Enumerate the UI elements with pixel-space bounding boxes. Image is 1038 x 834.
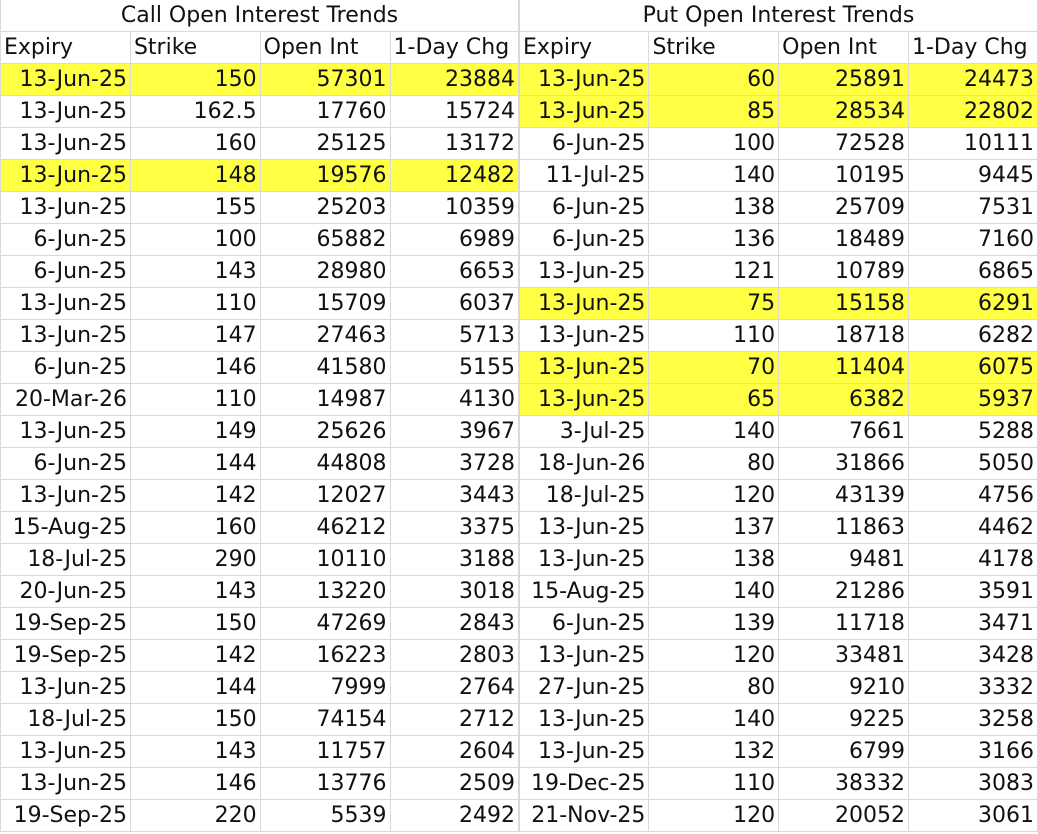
put-cell-expiry[interactable]: 13-Jun-25 [519, 288, 649, 320]
call-cell-strike[interactable]: 144 [130, 672, 260, 704]
put-cell-expiry[interactable]: 13-Jun-25 [519, 352, 649, 384]
table-row [1, 448, 1038, 480]
put-cell-1-day-chg[interactable]: 3258 [909, 704, 1038, 736]
put-cell-strike[interactable]: 75 [649, 288, 779, 320]
put-cell-open-int[interactable]: 10195 [779, 160, 909, 192]
call-cell-1-day-chg[interactable]: 10359 [390, 192, 519, 224]
table-row [1, 576, 1038, 608]
call-cell-open-int[interactable]: 28980 [260, 256, 390, 288]
call-cell-expiry[interactable]: 6-Jun-25 [1, 224, 131, 256]
call-cell-strike[interactable]: 147 [130, 320, 260, 352]
put-cell-open-int[interactable]: 18489 [779, 224, 909, 256]
call-cell-strike[interactable]: 142 [130, 480, 260, 512]
put-cell-expiry[interactable]: 19-Dec-25 [519, 768, 649, 800]
call-cell-expiry[interactable]: 6-Jun-25 [1, 448, 131, 480]
put-cell-expiry[interactable]: 18-Jun-26 [519, 448, 649, 480]
put-cell-1-day-chg[interactable]: 22802 [909, 96, 1038, 128]
call-cell-expiry[interactable]: 13-Jun-25 [1, 96, 131, 128]
call-cell-open-int[interactable]: 46212 [260, 512, 390, 544]
put-cell-expiry[interactable]: 18-Jul-25 [519, 480, 649, 512]
call-cell-1-day-chg[interactable]: 13172 [390, 128, 519, 160]
call-cell-expiry[interactable]: 19-Sep-25 [1, 800, 131, 832]
call-cell-open-int[interactable]: 14987 [260, 384, 390, 416]
call-cell-1-day-chg[interactable]: 6653 [390, 256, 519, 288]
put-cell-strike[interactable]: 110 [649, 320, 779, 352]
table-row [1, 416, 1038, 448]
put-cell-open-int[interactable]: 9481 [779, 544, 909, 576]
call-cell-strike[interactable]: 146 [130, 352, 260, 384]
put-cell-strike[interactable]: 120 [649, 800, 779, 832]
put-cell-strike[interactable]: 136 [649, 224, 779, 256]
call-cell-expiry[interactable]: 20-Jun-25 [1, 576, 131, 608]
put-cell-1-day-chg[interactable]: 7160 [909, 224, 1038, 256]
call-cell-1-day-chg[interactable]: 6989 [390, 224, 519, 256]
call-cell-expiry[interactable]: 13-Jun-25 [1, 416, 131, 448]
put-cell-1-day-chg[interactable]: 6865 [909, 256, 1038, 288]
call-cell-1-day-chg[interactable]: 3728 [390, 448, 519, 480]
table-row [1, 384, 1038, 416]
put-cell-expiry[interactable]: 13-Jun-25 [519, 96, 649, 128]
call-cell-strike[interactable]: 290 [130, 544, 260, 576]
call-cell-expiry[interactable]: 13-Jun-25 [1, 480, 131, 512]
call-cell-open-int[interactable]: 19576 [260, 160, 390, 192]
call-cell-expiry[interactable]: 6-Jun-25 [1, 352, 131, 384]
put-cell-1-day-chg[interactable]: 5937 [909, 384, 1038, 416]
put-cell-expiry[interactable]: 13-Jun-25 [519, 384, 649, 416]
table-row [1, 704, 1038, 736]
put-cell-open-int[interactable]: 28534 [779, 96, 909, 128]
put-cell-expiry[interactable]: 13-Jun-25 [519, 704, 649, 736]
call-cell-1-day-chg[interactable]: 2492 [390, 800, 519, 832]
put-cell-strike[interactable]: 80 [649, 448, 779, 480]
put-cell-1-day-chg[interactable]: 5288 [909, 416, 1038, 448]
table-row [1, 128, 1038, 160]
call-cell-strike[interactable]: 144 [130, 448, 260, 480]
put-cell-1-day-chg[interactable]: 3471 [909, 608, 1038, 640]
call-cell-1-day-chg[interactable]: 2604 [390, 736, 519, 768]
call-cell-open-int[interactable]: 10110 [260, 544, 390, 576]
put-cell-1-day-chg[interactable]: 7531 [909, 192, 1038, 224]
put-cell-open-int[interactable]: 31866 [779, 448, 909, 480]
call-cell-expiry[interactable]: 13-Jun-25 [1, 736, 131, 768]
put-cell-1-day-chg[interactable]: 3591 [909, 576, 1038, 608]
put-cell-strike[interactable]: 60 [649, 64, 779, 96]
put-cell-1-day-chg[interactable]: 3428 [909, 640, 1038, 672]
call-cell-open-int[interactable]: 11757 [260, 736, 390, 768]
header-row [1, 32, 1038, 64]
put-cell-1-day-chg[interactable]: 6282 [909, 320, 1038, 352]
put-cell-strike[interactable]: 140 [649, 416, 779, 448]
call-cell-1-day-chg[interactable]: 3188 [390, 544, 519, 576]
put-cell-1-day-chg[interactable]: 9445 [909, 160, 1038, 192]
put-cell-expiry[interactable]: 13-Jun-25 [519, 320, 649, 352]
table-row [1, 352, 1038, 384]
put-cell-strike[interactable]: 85 [649, 96, 779, 128]
call-cell-strike[interactable]: 143 [130, 576, 260, 608]
call-cell-1-day-chg[interactable]: 3967 [390, 416, 519, 448]
call-cell-strike[interactable]: 220 [130, 800, 260, 832]
put-header-1-day-chg[interactable]: 1-Day Chg [909, 32, 1038, 64]
put-cell-strike[interactable]: 137 [649, 512, 779, 544]
put-cell-strike[interactable]: 140 [649, 160, 779, 192]
table-row [1, 608, 1038, 640]
table-row [1, 512, 1038, 544]
put-cell-strike[interactable]: 100 [649, 128, 779, 160]
put-cell-strike[interactable]: 80 [649, 672, 779, 704]
put-cell-strike[interactable]: 139 [649, 608, 779, 640]
table-row [1, 768, 1038, 800]
call-cell-1-day-chg[interactable]: 2509 [390, 768, 519, 800]
call-cell-open-int[interactable]: 16223 [260, 640, 390, 672]
call-cell-open-int[interactable]: 7999 [260, 672, 390, 704]
put-cell-1-day-chg[interactable]: 6075 [909, 352, 1038, 384]
put-cell-1-day-chg[interactable]: 24473 [909, 64, 1038, 96]
call-cell-strike[interactable]: 142 [130, 640, 260, 672]
put-cell-open-int[interactable]: 43139 [779, 480, 909, 512]
put-cell-open-int[interactable]: 11863 [779, 512, 909, 544]
call-cell-expiry[interactable]: 13-Jun-25 [1, 64, 131, 96]
put-cell-open-int[interactable]: 15158 [779, 288, 909, 320]
call-cell-expiry[interactable]: 6-Jun-25 [1, 256, 131, 288]
put-cell-strike[interactable]: 120 [649, 640, 779, 672]
put-cell-expiry[interactable]: 11-Jul-25 [519, 160, 649, 192]
put-cell-expiry[interactable]: 6-Jun-25 [519, 192, 649, 224]
table-row [1, 320, 1038, 352]
call-cell-1-day-chg[interactable]: 2803 [390, 640, 519, 672]
call-cell-open-int[interactable]: 44808 [260, 448, 390, 480]
table-row [1, 256, 1038, 288]
call-cell-1-day-chg[interactable]: 5155 [390, 352, 519, 384]
call-cell-open-int[interactable]: 27463 [260, 320, 390, 352]
call-cell-strike[interactable]: 150 [130, 64, 260, 96]
call-cell-1-day-chg[interactable]: 4130 [390, 384, 519, 416]
call-cell-open-int[interactable]: 13776 [260, 768, 390, 800]
call-cell-1-day-chg[interactable]: 3375 [390, 512, 519, 544]
call-cell-open-int[interactable]: 47269 [260, 608, 390, 640]
call-cell-expiry[interactable]: 13-Jun-25 [1, 288, 131, 320]
call-cell-strike[interactable]: 100 [130, 224, 260, 256]
put-cell-open-int[interactable]: 38332 [779, 768, 909, 800]
put-cell-1-day-chg[interactable]: 3166 [909, 736, 1038, 768]
call-cell-open-int[interactable]: 57301 [260, 64, 390, 96]
call-cell-1-day-chg[interactable]: 23884 [390, 64, 519, 96]
call-cell-expiry[interactable]: 19-Sep-25 [1, 608, 131, 640]
call-cell-expiry[interactable]: 18-Jul-25 [1, 704, 131, 736]
put-cell-1-day-chg[interactable]: 3061 [909, 800, 1038, 832]
put-cell-1-day-chg[interactable]: 5050 [909, 448, 1038, 480]
table-row [1, 160, 1038, 192]
call-cell-strike[interactable]: 160 [130, 512, 260, 544]
call-header-open-int[interactable]: Open Int [260, 32, 390, 64]
put-cell-open-int[interactable]: 11404 [779, 352, 909, 384]
table-row [1, 64, 1038, 96]
call-cell-strike[interactable]: 143 [130, 256, 260, 288]
call-cell-strike[interactable]: 110 [130, 288, 260, 320]
call-cell-strike[interactable]: 148 [130, 160, 260, 192]
put-cell-strike[interactable]: 110 [649, 768, 779, 800]
call-cell-1-day-chg[interactable]: 15724 [390, 96, 519, 128]
put-cell-open-int[interactable]: 33481 [779, 640, 909, 672]
put-cell-expiry[interactable]: 21-Nov-25 [519, 800, 649, 832]
table-row [1, 192, 1038, 224]
call-cell-strike[interactable]: 160 [130, 128, 260, 160]
call-cell-open-int[interactable]: 25125 [260, 128, 390, 160]
call-cell-1-day-chg[interactable]: 3443 [390, 480, 519, 512]
put-cell-open-int[interactable]: 7661 [779, 416, 909, 448]
call-cell-strike[interactable]: 110 [130, 384, 260, 416]
put-cell-open-int[interactable]: 18718 [779, 320, 909, 352]
call-cell-expiry[interactable]: 13-Jun-25 [1, 160, 131, 192]
put-cell-open-int[interactable]: 9210 [779, 672, 909, 704]
table-row [1, 544, 1038, 576]
table-row [1, 672, 1038, 704]
table-row [1, 480, 1038, 512]
call-cell-expiry[interactable]: 19-Sep-25 [1, 640, 131, 672]
table-row [1, 736, 1038, 768]
put-cell-open-int[interactable]: 9225 [779, 704, 909, 736]
put-cell-open-int[interactable]: 25891 [779, 64, 909, 96]
call-cell-open-int[interactable]: 65882 [260, 224, 390, 256]
put-cell-expiry[interactable]: 27-Jun-25 [519, 672, 649, 704]
put-cell-expiry[interactable]: 3-Jul-25 [519, 416, 649, 448]
call-cell-expiry[interactable]: 18-Jul-25 [1, 544, 131, 576]
put-cell-strike[interactable]: 138 [649, 192, 779, 224]
call-cell-expiry[interactable]: 15-Aug-25 [1, 512, 131, 544]
put-cell-open-int[interactable]: 6382 [779, 384, 909, 416]
put-cell-strike[interactable]: 120 [649, 480, 779, 512]
call-cell-strike[interactable]: 162.5 [130, 96, 260, 128]
put-cell-open-int[interactable]: 25709 [779, 192, 909, 224]
call-cell-expiry[interactable]: 13-Jun-25 [1, 192, 131, 224]
table-row [1, 640, 1038, 672]
call-cell-1-day-chg[interactable]: 5713 [390, 320, 519, 352]
put-cell-open-int[interactable]: 10789 [779, 256, 909, 288]
title-row [1, 0, 1038, 32]
put-cell-open-int[interactable]: 21286 [779, 576, 909, 608]
call-cell-open-int[interactable]: 12027 [260, 480, 390, 512]
put-cell-open-int[interactable]: 11718 [779, 608, 909, 640]
call-cell-open-int[interactable]: 25626 [260, 416, 390, 448]
call-cell-open-int[interactable]: 13220 [260, 576, 390, 608]
put-cell-strike[interactable]: 140 [649, 704, 779, 736]
put-header-expiry[interactable]: Expiry [519, 32, 649, 64]
put-cell-1-day-chg[interactable]: 4756 [909, 480, 1038, 512]
put-cell-strike[interactable]: 140 [649, 576, 779, 608]
call-cell-open-int[interactable]: 15709 [260, 288, 390, 320]
call-cell-1-day-chg[interactable]: 2712 [390, 704, 519, 736]
call-header-expiry[interactable]: Expiry [1, 32, 131, 64]
call-cell-expiry[interactable]: 13-Jun-25 [1, 320, 131, 352]
put-cell-1-day-chg[interactable]: 4178 [909, 544, 1038, 576]
put-cell-expiry[interactable]: 13-Jun-25 [519, 736, 649, 768]
call-cell-1-day-chg[interactable]: 2843 [390, 608, 519, 640]
call-cell-1-day-chg[interactable]: 6037 [390, 288, 519, 320]
call-table-title[interactable]: Call Open Interest Trends [1, 0, 519, 32]
put-cell-expiry[interactable]: 6-Jun-25 [519, 224, 649, 256]
put-cell-strike[interactable]: 65 [649, 384, 779, 416]
call-cell-expiry[interactable]: 20-Mar-26 [1, 384, 131, 416]
call-cell-expiry[interactable]: 13-Jun-25 [1, 768, 131, 800]
call-cell-1-day-chg[interactable]: 2764 [390, 672, 519, 704]
table-row [1, 96, 1038, 128]
put-cell-expiry[interactable]: 13-Jun-25 [519, 256, 649, 288]
put-cell-open-int[interactable]: 20052 [779, 800, 909, 832]
put-table-title[interactable]: Put Open Interest Trends [519, 0, 1038, 32]
put-cell-expiry[interactable]: 13-Jun-25 [519, 544, 649, 576]
put-header-open-int[interactable]: Open Int [779, 32, 909, 64]
put-cell-expiry[interactable]: 13-Jun-25 [519, 512, 649, 544]
call-cell-open-int[interactable]: 25203 [260, 192, 390, 224]
call-cell-expiry[interactable]: 13-Jun-25 [1, 672, 131, 704]
call-cell-expiry[interactable]: 13-Jun-25 [1, 128, 131, 160]
call-cell-strike[interactable]: 149 [130, 416, 260, 448]
put-cell-1-day-chg[interactable]: 3332 [909, 672, 1038, 704]
put-cell-1-day-chg[interactable]: 10111 [909, 128, 1038, 160]
call-cell-strike[interactable]: 155 [130, 192, 260, 224]
put-cell-strike[interactable]: 121 [649, 256, 779, 288]
call-cell-open-int[interactable]: 74154 [260, 704, 390, 736]
put-cell-1-day-chg[interactable]: 6291 [909, 288, 1038, 320]
put-cell-expiry[interactable]: 13-Jun-25 [519, 640, 649, 672]
call-header-strike[interactable]: Strike [130, 32, 260, 64]
call-cell-strike[interactable]: 146 [130, 768, 260, 800]
put-cell-expiry[interactable]: 6-Jun-25 [519, 608, 649, 640]
table-row [1, 800, 1038, 832]
call-cell-strike[interactable]: 150 [130, 608, 260, 640]
put-cell-expiry[interactable]: 13-Jun-25 [519, 64, 649, 96]
put-cell-open-int[interactable]: 6799 [779, 736, 909, 768]
call-cell-1-day-chg[interactable]: 3018 [390, 576, 519, 608]
put-cell-strike[interactable]: 138 [649, 544, 779, 576]
call-cell-open-int[interactable]: 5539 [260, 800, 390, 832]
put-cell-expiry[interactable]: 15-Aug-25 [519, 576, 649, 608]
call-cell-open-int[interactable]: 17760 [260, 96, 390, 128]
call-cell-open-int[interactable]: 41580 [260, 352, 390, 384]
put-cell-1-day-chg[interactable]: 4462 [909, 512, 1038, 544]
call-cell-strike[interactable]: 143 [130, 736, 260, 768]
call-cell-strike[interactable]: 150 [130, 704, 260, 736]
call-header-1-day-chg[interactable]: 1-Day Chg [390, 32, 519, 64]
table-row [1, 224, 1038, 256]
put-cell-open-int[interactable]: 72528 [779, 128, 909, 160]
put-cell-strike[interactable]: 132 [649, 736, 779, 768]
call-cell-1-day-chg[interactable]: 12482 [390, 160, 519, 192]
put-cell-1-day-chg[interactable]: 3083 [909, 768, 1038, 800]
put-header-strike[interactable]: Strike [649, 32, 779, 64]
put-cell-strike[interactable]: 70 [649, 352, 779, 384]
table-row [1, 288, 1038, 320]
put-cell-expiry[interactable]: 6-Jun-25 [519, 128, 649, 160]
